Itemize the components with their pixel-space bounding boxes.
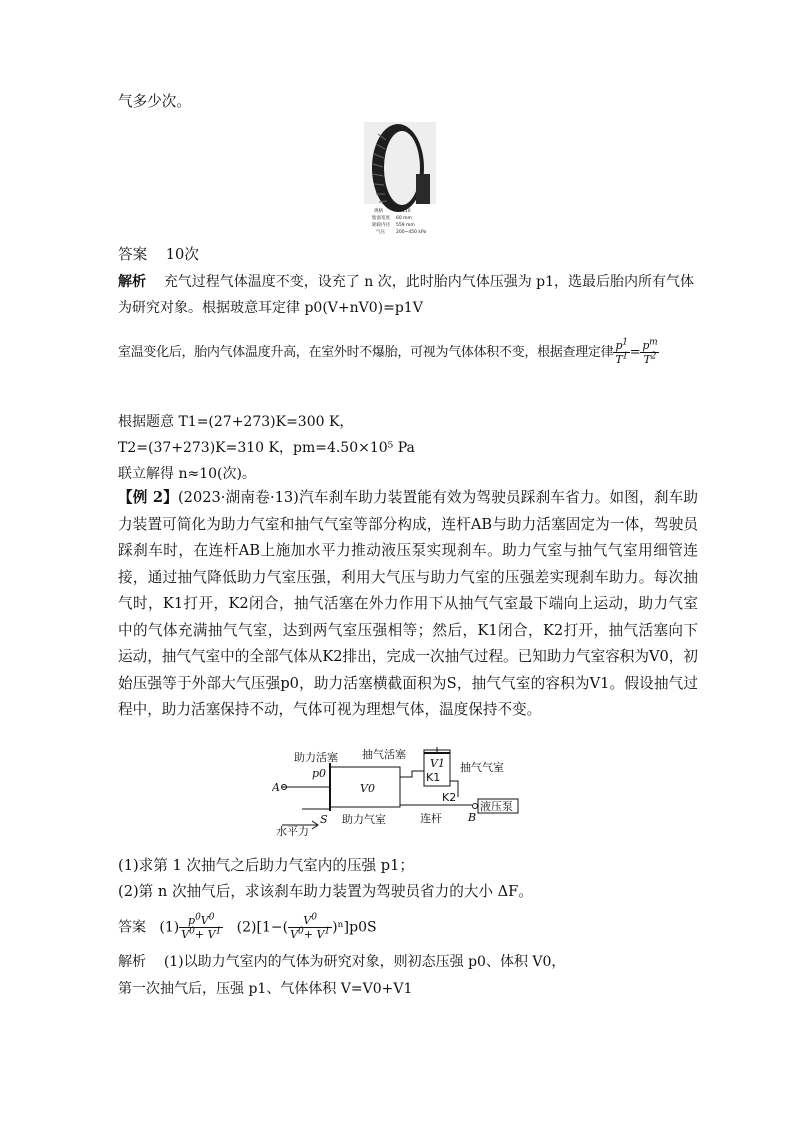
tire-spec-key-1: 规格 [374, 209, 383, 214]
ex2-source: (2023·湖南卷·13) [177, 489, 299, 506]
ex2-label: 【例 2】 [118, 489, 178, 506]
label-rod: 连杆 [420, 812, 442, 825]
label-K2: K2 [442, 791, 457, 804]
ex1-analysis-text-3: 室温变化后，胎内气体温度升高，在室外时不爆胎，可视为气体体积不变，根据查理定律 [118, 345, 614, 360]
ex1-calc-line-1: 根据题意 T1=(27+273)K=300 K， [118, 414, 354, 430]
ex2-analysis-text-1: (1)以助力气室内的气体为研究对象，则初态压强 p0、体积 V0， [163, 954, 566, 970]
ex2-problem [118, 485, 698, 724]
tire-spec-val-2: 60 mm [396, 216, 412, 221]
tire-spec-key-4: 气压 [376, 230, 385, 235]
label-assist-piston: 助力活塞 [294, 751, 338, 764]
ex1-analysis-line-2: 为研究对象。根据玻意耳定律 p0(V+nV0)=p1V [118, 300, 423, 316]
label-p0: p0 [312, 767, 327, 780]
ex1-calc-line-3: 联立解得 n≈10(次)。 [118, 466, 256, 482]
ex2-answer-part2-end: )ⁿ]p0S [332, 919, 377, 936]
ex1-analysis-text-1: 充气过程气体温度不变，设充了 n 次，此时胎内气体压强为 p1，选最后胎内所有气体 [163, 274, 695, 290]
ex2-analysis-label: 解析 [118, 954, 146, 970]
label-pump-piston: 抽气活塞 [362, 748, 406, 761]
ex2-analysis-line-1 [118, 952, 565, 972]
ex1-answer [118, 245, 199, 265]
ex1-analysis-line-3: 室温变化后，胎内气体温度升高，在室外时不爆胎，可视为气体体积不变，根据查理定律 $\frac{p^1}{T^1}$ = $\frac{p^m}{T^2}$ [118, 337, 658, 366]
top-line: 气多少次。 [118, 93, 191, 110]
ex2-answer-fraction-2: $\frac{V^0}{V^0+ V^1}$ [290, 912, 331, 941]
tire-spec-key-2: 胎面宽度 [372, 216, 390, 221]
tire-spec-val-4: 200~450 kPa [396, 230, 427, 235]
ex2-answer-part1: (1) [159, 919, 180, 936]
label-V0: V0 [360, 782, 375, 795]
tire-spec-val-3: 559 mm [396, 223, 415, 228]
ex2-answer [118, 914, 377, 941]
tire-figure [364, 122, 436, 238]
ex2-question-2: (2)第 n 次抽气后，求该刹车助力装置为驾驶员省力的大小 ΔF。 [118, 883, 533, 900]
ex1-analysis-line-1 [118, 272, 694, 292]
ex1-answer-label: 答案 [118, 246, 148, 263]
ex2-question-1: (1)求第 1 次抽气之后助力气室内的压强 p1； [118, 857, 415, 874]
tire-spec-table [372, 207, 426, 235]
label-S: S [320, 813, 328, 826]
ex2-answer-fraction-1: $\frac{p^0V^0}{V^0+ V^1}$ [181, 912, 222, 941]
connecting-tube [400, 771, 424, 777]
ex2-answer-label: 答案 [118, 919, 146, 936]
label-K1: K1 [426, 771, 441, 784]
charles-law-left: $\frac{p^1}{T^1}$ [615, 337, 628, 366]
tire-inner [384, 131, 420, 205]
charles-law-right: $\frac{p^m}{T^2}$ [642, 337, 658, 366]
label-B: B [468, 811, 477, 824]
ex2-answer-part2: (2)[1−( [236, 919, 289, 936]
label-A: A [272, 781, 280, 794]
ex1-calc-line-2: T2=(37+273)K=310 K，pm=4.50×10⁵ Pa [118, 440, 415, 456]
ex1-answer-value: 10次 [165, 246, 199, 263]
ex2-analysis-line-2: 第一次抽气后，压强 p1、气体体积 V=V0+V1 [118, 981, 413, 997]
tire-spec-val-1: C1110 [396, 209, 411, 214]
brake-booster-diagram [272, 747, 534, 837]
label-pump-chamber: 抽气气室 [460, 761, 504, 774]
ex2-problem-text: 汽车刹车助力装置能有效为驾驶员踩刹车省力。如图，刹车助力装置可简化为助力气室和抽气气室等部分构成，连杆AB与助力活塞固定为一体，驾驶员踩刹车时，在连杆AB上施加水平力推动液压泵实现刹车。助力气室与抽气气室用细管连接，通过抽气降低助力气室压强，利用大气压与助力气室的压强差实现刹车助力。每次抽气时，K1打开，K2闭合，抽气活塞在外力作用下从抽气气室最下端向上运动，助力气室中的气体充满抽气气室，达到两气室压强相等；然后，K1闭合，K2打开，抽气活塞向下运动，抽气气室中的全部气体从K2排出，完成一次抽气过程。已知助力气室容积为V0，初始压强等于外部大气压强p0，助力活塞横截面积为S，抽气气室的容积为V1。假设抽气过程中，助力活塞保持不动，气体可视为理想气体，温度保持不变。 [118, 489, 698, 718]
label-assist-chamber: 助力气室 [342, 813, 386, 826]
tire-spec-key-3: 轮毂内径 [372, 223, 390, 228]
label-V1: V1 [430, 757, 445, 770]
label-hydraulic-pump: 液压泵 [480, 800, 513, 813]
ex1-analysis-label: 解析 [118, 274, 146, 290]
label-horizontal-force: 水平力 [276, 825, 309, 837]
